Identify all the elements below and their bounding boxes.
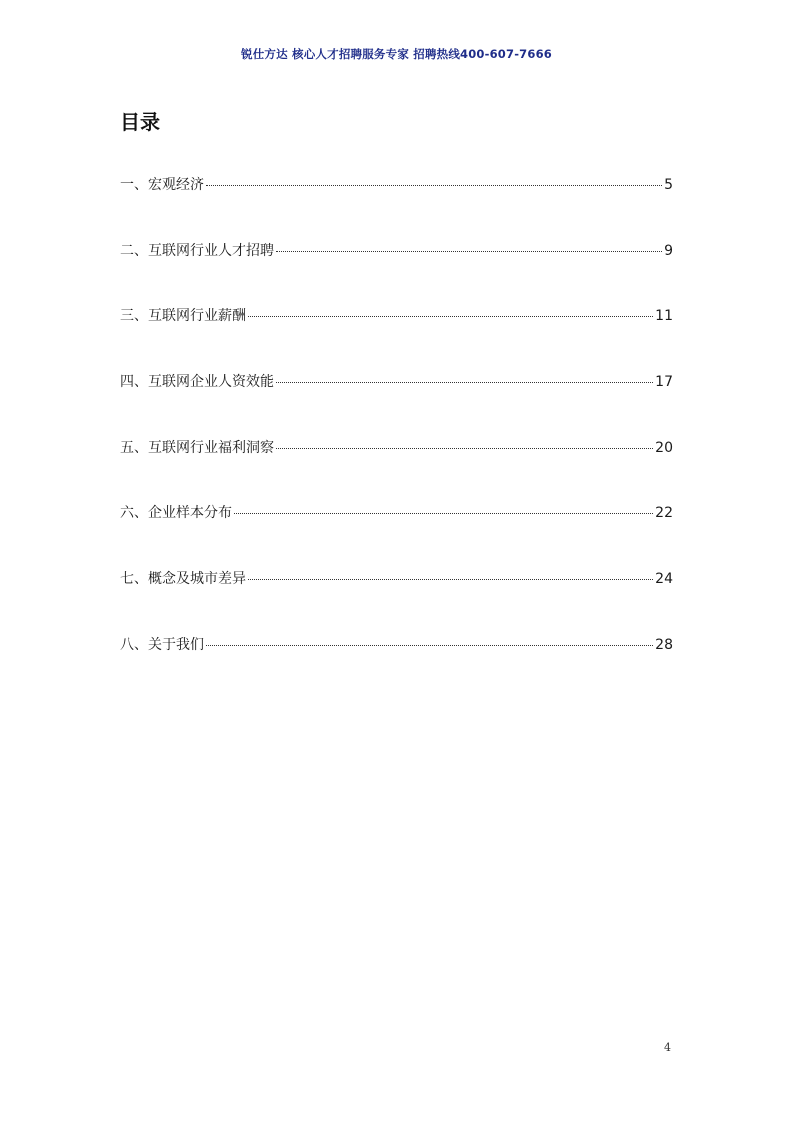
toc-entry-label: 一、宏观经济	[120, 177, 204, 193]
toc-entry-page: 28	[655, 636, 673, 653]
toc-entry-label: 三、互联网行业薪酬	[120, 308, 246, 325]
dot-leader	[206, 185, 662, 186]
toc-entry-industry-salary[interactable]	[120, 305, 673, 326]
toc-entry-label: 四、互联网企业人资效能	[120, 374, 274, 391]
dot-leader	[276, 448, 653, 449]
toc-entry-benefits-insight[interactable]	[120, 437, 673, 458]
toc-entry-page: 5	[664, 177, 673, 193]
toc-entry-label: 六、企业样本分布	[120, 505, 232, 522]
toc-entry-page: 20	[655, 439, 673, 456]
toc-entry-page: 9	[664, 242, 673, 259]
toc-entry-label: 八、关于我们	[120, 636, 204, 653]
toc-entry-page: 24	[655, 571, 673, 588]
toc-entry-label: 五、互联网行业福利洞察	[120, 439, 274, 456]
page-header: 锐仕方达 核心人才招聘服务专家 招聘热线400-607-7666	[241, 47, 552, 61]
toc-entry-macro-economy[interactable]	[120, 174, 673, 195]
toc-entry-label: 二、互联网行业人才招聘	[120, 242, 274, 259]
toc-entry-label: 七、概念及城市差异	[120, 571, 246, 588]
toc-entry-sample-distribution[interactable]	[120, 502, 673, 523]
page-number: 4	[664, 1041, 671, 1054]
dot-leader	[206, 645, 653, 646]
dot-leader	[276, 251, 662, 252]
dot-leader	[276, 382, 653, 383]
toc-entry-about-us[interactable]	[120, 634, 673, 655]
toc-entry-talent-recruitment[interactable]	[120, 240, 673, 261]
toc-entry-page: 11	[655, 308, 673, 325]
toc-entry-page: 17	[655, 374, 673, 391]
table-of-contents	[120, 174, 673, 700]
dot-leader	[248, 316, 653, 317]
toc-entry-page: 22	[655, 505, 673, 522]
toc-entry-hr-efficiency[interactable]	[120, 371, 673, 392]
toc-title: 目录	[120, 110, 160, 134]
dot-leader	[234, 513, 653, 514]
dot-leader	[248, 579, 653, 580]
toc-entry-concepts-city-differences[interactable]	[120, 568, 673, 589]
